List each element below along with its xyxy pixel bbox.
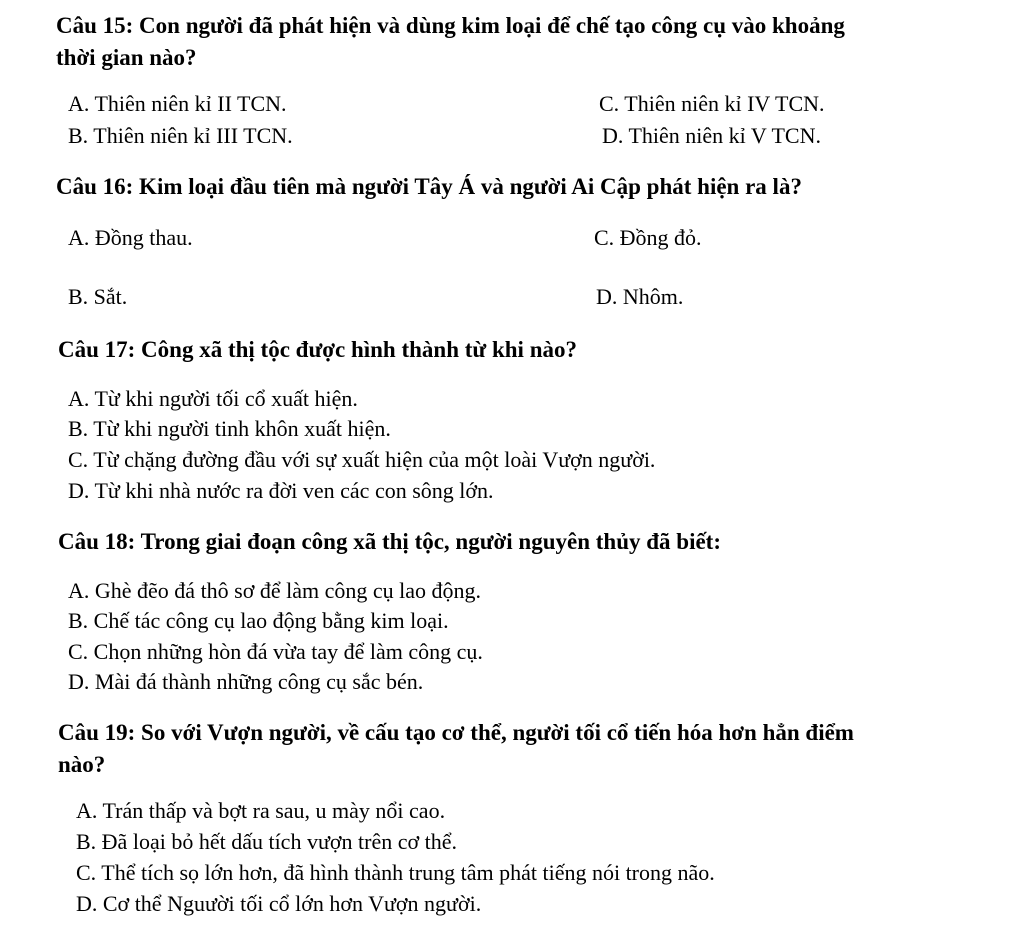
question-16-option-b: B. Sắt. xyxy=(68,284,128,309)
question-18-option-c: C. Chọn những hòn đá vừa tay để làm công cụ. xyxy=(68,639,483,664)
question-15-title-line-1: Câu 15: Con người đã phát hiện và dùng kim loại để chế tạo công cụ vào khoảng xyxy=(56,13,845,38)
question-19-option-d: D. Cơ thể Nguười tối cổ lớn hơn Vượn người. xyxy=(76,891,482,916)
question-15-option-d: D. Thiên niên kỉ V TCN. xyxy=(602,123,821,148)
question-17-option-c: C. Từ chặng đường đầu với sự xuất hiện của một loài Vượn người. xyxy=(68,447,656,472)
question-15-option-b: B. Thiên niên kỉ III TCN. xyxy=(68,123,293,148)
question-17-title: Câu 17: Công xã thị tộc được hình thành từ khi nào? xyxy=(58,337,577,362)
question-17-option-b: B. Từ khi người tinh khôn xuất hiện. xyxy=(68,416,391,441)
question-16-option-c: C. Đồng đỏ. xyxy=(594,225,702,250)
question-15-title-line-2: thời gian nào? xyxy=(56,45,197,70)
question-18-option-a: A. Ghè đẽo đá thô sơ để làm công cụ lao động. xyxy=(68,578,482,603)
question-18-option-b: B. Chế tác công cụ lao động bằng kim loại. xyxy=(68,608,449,633)
question-19-option-b: B. Đã loại bỏ hết dấu tích vượn trên cơ thể. xyxy=(76,829,457,854)
question-18-option-d: D. Mài đá thành những công cụ sắc bén. xyxy=(68,669,424,694)
question-16-option-a: A. Đồng thau. xyxy=(68,225,193,250)
question-15-option-c: C. Thiên niên kỉ IV TCN. xyxy=(599,91,825,116)
question-16-option-d: D. Nhôm. xyxy=(596,284,684,309)
question-19-option-a: A. Trán thấp và bợt ra sau, u mày nổi cao. xyxy=(76,798,446,823)
question-15-option-a: A. Thiên niên kỉ II TCN. xyxy=(68,91,287,116)
question-18-title: Câu 18: Trong giai đoạn công xã thị tộc, người nguyên thủy đã biết: xyxy=(58,529,721,554)
question-17-option-a: A. Từ khi người tối cổ xuất hiện. xyxy=(68,386,358,411)
question-19-title-line-1: Câu 19: So với Vượn người, về cấu tạo cơ thể, người tối cổ tiến hóa hơn hẳn điểm xyxy=(58,720,854,745)
question-19-title-line-2: nào? xyxy=(58,752,106,777)
question-17-option-d: D. Từ khi nhà nước ra đời ven các con sông lớn. xyxy=(68,478,494,503)
question-19-option-c: C. Thể tích sọ lớn hơn, đã hình thành trung tâm phát tiếng nói trong não. xyxy=(76,860,715,885)
question-16-title: Câu 16: Kim loại đầu tiên mà người Tây Á và người Ai Cập phát hiện ra là? xyxy=(56,174,802,199)
